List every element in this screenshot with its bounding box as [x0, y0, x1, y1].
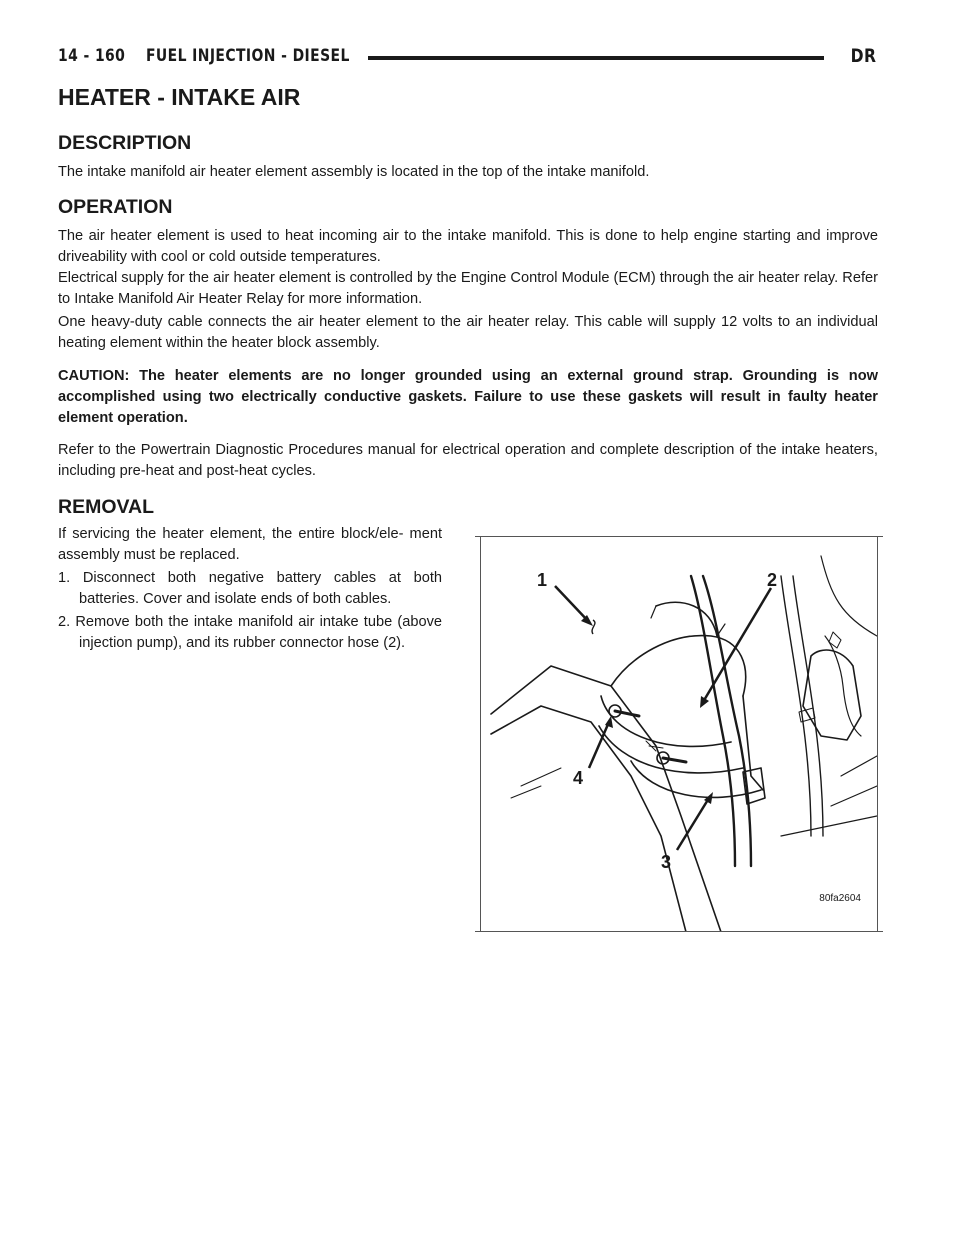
operation-paragraph-4: Refer to the Powertrain Diagnostic Procedures manual for electrical operation and complete description of the intake heaters, including pre-heat and post-heat cycles. — [58, 442, 878, 479]
operation-paragraph-3: One heavy-duty cable connects the air heater element to the air heater relay. This cable will supply 12 volts to an individual heating element within the heater block assembly. — [58, 314, 878, 351]
removal-intro: If servicing the heater element, the entire block/ele- ment assembly must be replaced. — [58, 526, 442, 563]
description-text: The intake manifold air heater element assembly is located in the top of the intake manifold. — [58, 164, 650, 180]
running-header — [58, 46, 876, 70]
component-illustration — [480, 536, 878, 932]
caution-note: CAUTION: The heater elements are no longer grounded using an external ground strap. Grounding is now accomplished using two electrically conductive gaskets. Failure to use these gaskets will result in faulty heater element operation. — [58, 368, 878, 426]
model-code: DR — [850, 45, 876, 67]
section-title: FUEL INJECTION - DIESEL — [146, 46, 350, 66]
heater-line-drawing — [481, 536, 877, 932]
removal-step-1: 1. Disconnect both negative battery cables at both batteries. Cover and isolate ends of both cables. — [58, 570, 442, 607]
callout-2: 2 — [767, 570, 778, 590]
operation-paragraph-2: Electrical supply for the air heater element is controlled by the Engine Control Module (ECM) through the air heater relay. Refer to Intake Manifold Air Heater Relay for more information. — [58, 270, 878, 307]
page-number: 14 - 160 — [58, 46, 126, 66]
removal-heading: REMOVAL — [58, 496, 155, 518]
operation-heading: OPERATION — [58, 196, 173, 218]
figure-code: 80fa2604 — [819, 893, 861, 904]
callout-4: 4 — [573, 768, 584, 788]
description-heading: DESCRIPTION — [58, 132, 192, 154]
header-rule — [368, 56, 824, 60]
operation-paragraph-1: The air heater element is used to heat incoming air to the intake manifold. This is done to help engine starting and improve driveability with cool or cold outside temperatures. — [58, 228, 878, 265]
callout-3: 3 — [661, 852, 672, 872]
page-title: HEATER - INTAKE AIR — [58, 84, 301, 110]
removal-step-2: 2. Remove both the intake manifold air intake tube (above injection pump), and its rubber connector hose (2). — [58, 614, 442, 651]
callout-1: 1 — [537, 570, 548, 590]
